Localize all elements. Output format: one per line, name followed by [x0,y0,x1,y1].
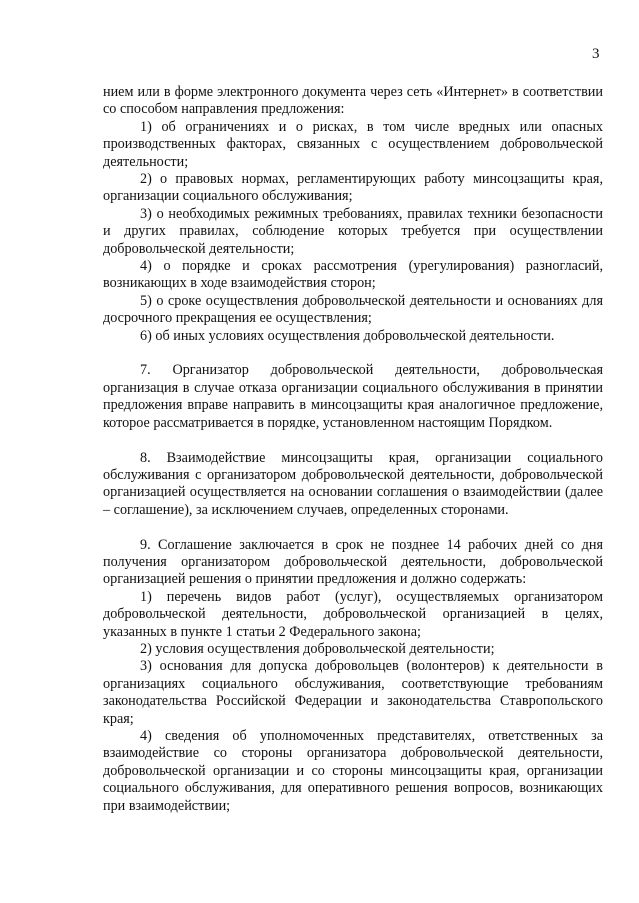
clause-9-item-1: 1) перечень видов работ (услуг), осуществляемых организатором добровольческой деятельности, добровольческой организацией в целях, указанных в пункте 1 статьи 2 Федерального закона; [103,588,603,640]
clause-9-item-4: 4) сведения об уполномоченных представителях, ответственных за взаимодействие со стороны организатора добровольческой деятельности, добровольческой организации и со стороны минсоцзащиты края, организации социального обслуживания, для оперативного решения вопросов, возникающих при взаимодействии; [103,727,603,814]
list-item-1: 1) об ограничениях и о рисках, в том числе вредных или опасных производственных факторах, связанных с осуществлением добровольческой деятельности; [103,118,603,170]
document-body [103,84,603,815]
paragraph-continuation: нием или в форме электронного документа через сеть «Интернет» в соответствии со способом направления предложения: [103,84,603,118]
list-item-6: 6) об иных условиях осуществления добровольческой деятельности. [140,327,555,344]
clause-7: 7. Организатор добровольческой деятельности, добровольческая организация в случае отказа организации социального обслуживания в принятии предложения вправе направить в минсоцзащиты края аналогичное предложение, которое рассматривается в порядке, установленном настоящим Порядком. [103,362,603,431]
clause-8: 8. Взаимодействие минсоцзащиты края, организации социального обслуживания с организатором добровольческой деятельности, добровольческой организацией осуществляется на основании соглашения о взаимодействии (далее – соглашение), за исключением случаев, определенных сторонами. [103,449,603,518]
clause-9-item-2: 2) условия осуществления добровольческой деятельности; [140,640,495,657]
list-item-3: 3) о необходимых режимных требованиях, правилах техники безопасности и других правилах, соблюдение которых требуется при осуществлении добровольческой деятельности; [103,205,603,257]
clause-9: 9. Соглашение заключается в срок не позднее 14 рабочих дней со дня получения организатором добровольческой деятельности, добровольческой организацией решения о принятии предложения и должно содержать: [103,536,603,588]
page-number: 3 [592,46,600,62]
list-item-5: 5) о сроке осуществления добровольческой деятельности и основаниях для досрочного прекращения ее осуществления; [103,292,603,327]
list-item-2: 2) о правовых нормах, регламентирующих работу минсоцзащиты края, организации социального обслуживания; [103,171,603,205]
list-item-4: 4) о порядке и сроках рассмотрения (урегулирования) разногласий, возникающих в ходе взаимодействия сторон; [103,258,603,292]
clause-9-item-3: 3) основания для допуска добровольцев (волонтеров) к деятельности в организациях социального обслуживания, соответствующие требованиям законодательства Российской Федерации и законодательства Ставропольского края; [103,658,603,727]
